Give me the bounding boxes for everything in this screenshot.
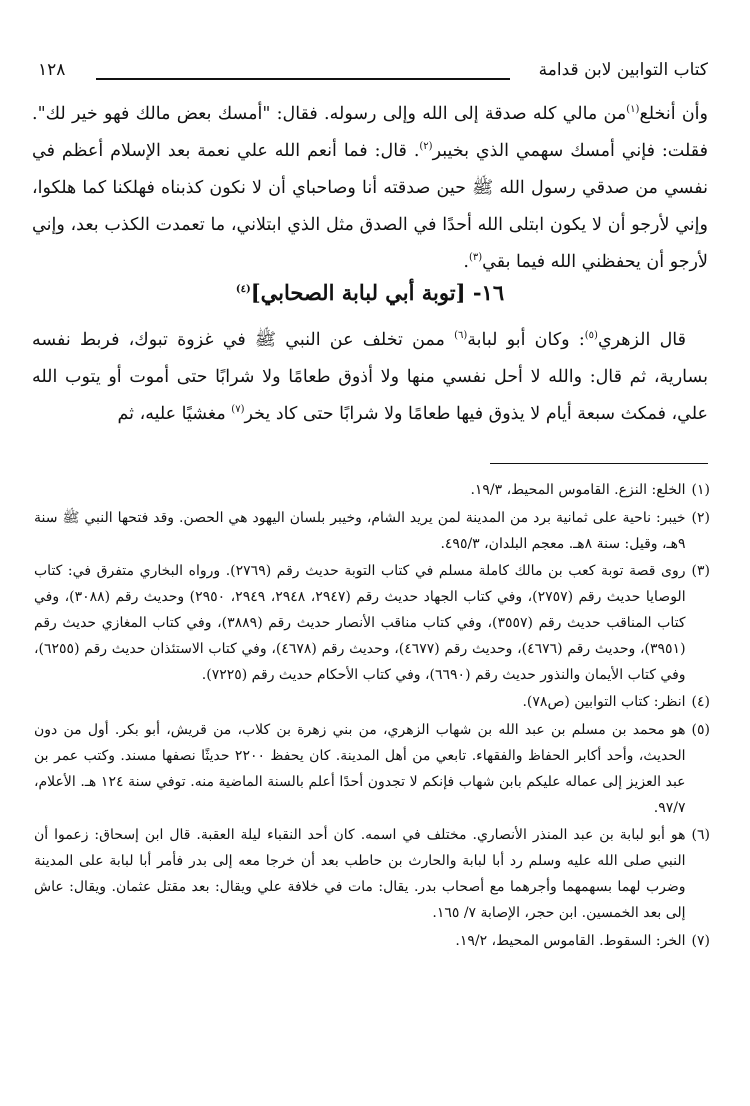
footnote-number: (٦) [691,827,710,844]
footnote [34,559,710,688]
footnote-text: هو محمد بن مسلم بن عبد الله بن شهاب الزهري، من بني زهرة بن كلاب، من قريش، أبو بكر. أول من دون الحديث، وأحد أكابر الحفاظ والفقهاء. تابعي من أهل المدينة. كان يحفظ ٢٢٠٠ حديثًا نصفها مسند. وكتب عمر بن عبد العزيز إلى عماله عليكم بابن شهاب فإنكم لا تجدون أحدًا أعلم بالسنة الماضية منه. توفي سنة ١٢٤ هـ. الأعلام، ٩٧/٧. [34,722,686,816]
footnote-text: الخر: السقوط. القاموس المحيط، ١٩/٢. [455,932,686,949]
footnote-number: (٥) [691,722,710,739]
footnote [34,929,710,955]
section-dash: - [465,280,482,305]
footnote-number: (١) [691,482,710,498]
section-title: [توبة أبي لبابة الصحابي] [250,280,466,305]
footnote-text: هو أبو لبابة بن عبد المنذر الأنصاري. مختلف في اسمه. كان أحد النقباء ليلة العقبة. قال ابن إسحاق: زعموا أن النبي صلى الله عليه وسلم رد أبا لبابة والحارث بن حاطب بعد أن خرجا معه إلى بدر فأمر أبا لبابة على المدينة وضرب لهما بسهمهما وأجرهما مع أصحاب بدر. يقال: مات في خلافة علي ويقال: بعد مقتل عثمان. ويقال: عاش إلى بعد الخمسين. ابن حجر، الإصابة ٧/ ١٦٥. [34,827,686,921]
footnote [34,478,710,504]
footnote-ref: (١) [626,104,640,116]
paragraph: قال الزهري$^{(٥)}$: وكان أبو لبابة$^{(٦)}$ ممن تخلف عن النبي ﷺ في غزوة تبوك، فربط نفسه بسارية، ثم قال: والله لا أحل نفسي منها ولا أذوق طعامًا ولا شرابًا حتى أموت أو يتوب الله علي، فمكث سبعة أيام لا يذوق فيها طعامًا ولا شرابًا حتى كاد يخر$^{(٧)}$ مغشيًا عليه، ثم [32,330,708,424]
footnote-text: خيبر: ناحية على ثمانية برد من المدينة لمن يريد الشام، وخيبر بلسان اليهود هي الحصن. وقد فتحها النبي ﷺ سنة ٩هـ، وقيل: سنة ٨هـ. معجم البلدان، ٤٩٥/٣. [34,509,686,552]
header-rule [96,78,510,80]
running-header [32,58,708,88]
section-text [32,322,708,433]
paragraph: وأن أنخلع$^{(١)}$من مالي كله صدقة إلى الله وإلى رسوله. فقال: "أمسك بعض مالك فهو خير لك". فقلت: فإني أمسك سهمي الذي بخيبر$^{(٢)}$. قال: فما أنعم الله علي نعمة بعد الإسلام أعظم في نفسي من صدقي رسول الله ﷺ حين صدقته أنا وصاحباي أن لا نكون كذبناه فهلكنا كما هلكوا، وإني لأرجو أن لا يكون ابتلى الله أحدًا في الصدق مثل الذي ابتلاني، ما تعمدت الكذب بعد، وإني لأرجو أن يحفظني الله فيما بقي$^{(٣)}$. [32,104,708,272]
footnote [34,823,710,926]
footnote [34,718,710,821]
footnote [34,690,710,716]
footnote-ref: (٢) [419,141,433,153]
page-number: ١٢٨ [38,60,66,80]
footnotes [34,478,710,954]
footnote-separator [490,463,708,464]
footnote-ref: (٣) [468,252,483,264]
footnote-ref: (٦) [454,330,468,342]
section-heading [32,280,708,305]
footnote-number: (٧) [691,932,710,949]
footnote-text: روى قصة توبة كعب بن مالك كاملة مسلم في كتاب التوبة حديث رقم (٢٧٦٩). ورواه البخاري متفرق في: كتاب الوصايا حديث رقم (٢٧٥٧)، وفي كتاب الجهاد حديث رقم (٢٩٤٧، ٢٩٤٨، ٢٩٤٩، ٢٩٥٠) وحديث رقم (٣٠٨٨)، وفي كتاب المناقب حديث رقم (٣٥٥٧)، وفي كتاب مناقب الأنصار حديث رقم (٣٨٨٩)، وفي كتاب المغازي حديث رقم (٣٩٥١)، وحديث رقم (٤٦٧٦)، وحديث رقم (٤٦٧٧)، وحديث رقم (٤٦٧٨)، وفي كتاب الاستئذان حديث رقم (٦٢٥٥)، وفي كتاب الأيمان والنذور حديث رقم (٦٦٩٠)، وفي كتاب الأحكام حديث رقم (٧٢٢٥). [34,563,686,683]
section-number: ١٦ [481,280,505,305]
footnote-ref: (٥) [584,330,598,342]
footnote-ref: (٧) [231,404,245,416]
footnote [34,506,710,558]
footnote-ref: (٤) [235,284,251,295]
footnote-number: (٤) [691,694,710,711]
footnote-text: الخلع: النزع. القاموس المحيط، ١٩/٣. [470,482,686,498]
footnote-number: (٣) [691,563,710,580]
main-text [32,96,708,281]
footnote-text: انظر: كتاب التوابين (ص٧٨). [522,694,686,711]
book-title: كتاب التوابين لابن قدامة [538,60,708,80]
footnote-number: (٢) [691,509,710,526]
